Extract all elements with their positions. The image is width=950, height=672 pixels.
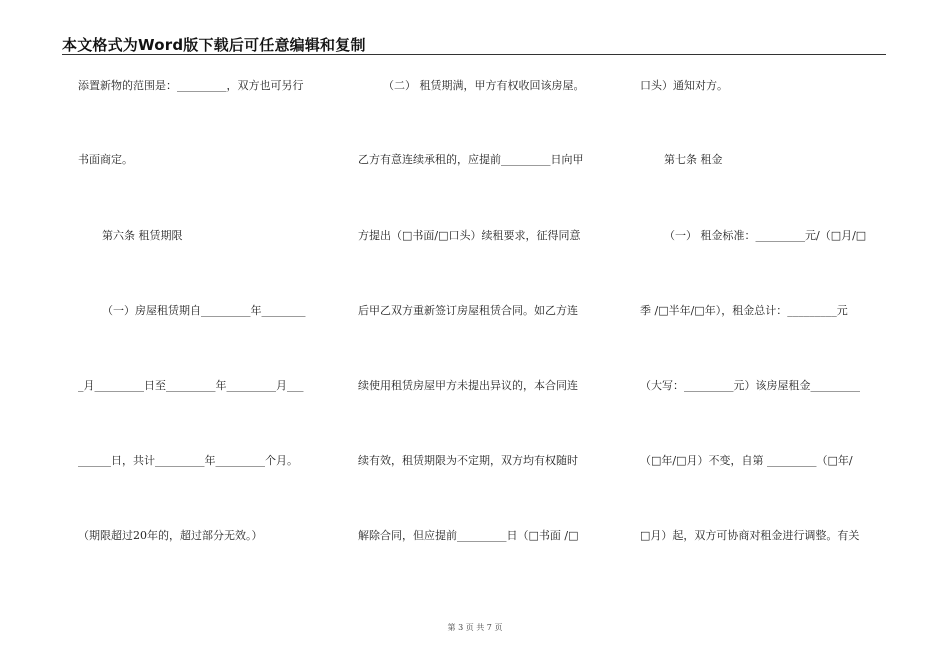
text-line: （一） 租金标准：_________元/（□月/□ xyxy=(664,229,867,242)
section-heading: 第七条 租金 xyxy=(664,153,723,166)
text-line: （二） 租赁期满，甲方有权收回该房屋。 xyxy=(383,79,585,92)
text-line: 季 /□半年/□年），租金总计：_________元 xyxy=(640,304,848,317)
text-line: （一）房屋租赁期自_________年________ xyxy=(102,304,306,317)
text-line: ______日，共计_________年_________个月。 xyxy=(78,454,298,467)
page-number: 第 3 页 共 7 页 xyxy=(447,623,503,632)
text-line: 续有效，租赁期限为不定期，双方均有权随时 xyxy=(358,454,578,467)
text-line: 续使用租赁房屋甲方未提出异议的，本合同连 xyxy=(358,379,578,392)
text-line: 方提出（□书面/□口头）续租要求，征得同意 xyxy=(358,229,581,242)
text-line: _月_________日至_________年_________月___ xyxy=(78,379,304,392)
text-line: 后甲乙双方重新签订房屋租赁合同。如乙方连 xyxy=(358,304,578,317)
header-divider xyxy=(62,54,886,55)
text-line: 乙方有意连续承租的，应提前_________日向甲 xyxy=(358,153,584,166)
text-line: □月）起，双方可协商对租金进行调整。有关 xyxy=(640,529,860,542)
text-line: 口头）通知对方。 xyxy=(640,79,728,92)
page-header-title: 本文格式为Word版下载后可任意编辑和复制 xyxy=(62,36,366,54)
text-line: （大写：_________元）该房屋租金_________ xyxy=(640,379,860,392)
text-line: （期限超过20年的，超过部分无效。） xyxy=(78,529,263,542)
text-line: 添置新物的范围是：_________，双方也可另行 xyxy=(78,79,304,92)
text-line: 解除合同，但应提前_________日（□书面 /□ xyxy=(358,529,579,542)
text-line: 书面商定。 xyxy=(78,153,133,166)
section-heading: 第六条 租赁期限 xyxy=(102,229,183,242)
text-line: （□年/□月）不变，自第 _________（□年/ xyxy=(640,454,853,467)
